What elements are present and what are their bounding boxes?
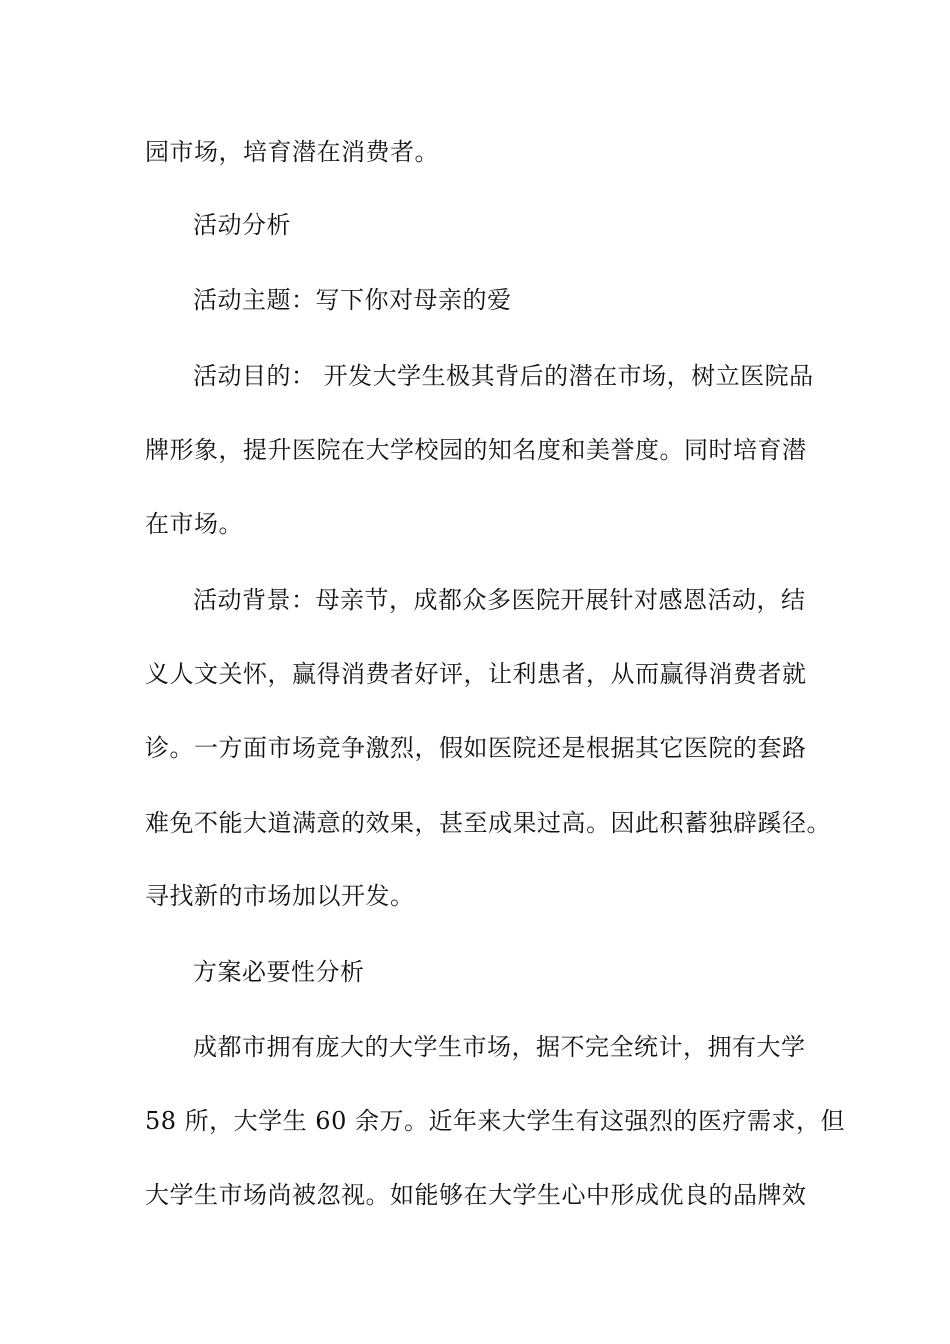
text-line-continuation: 园市场，培育潜在消费者。 <box>145 138 439 166</box>
paragraph-activity-goal-line-3: 在市场。 <box>145 510 243 538</box>
paragraph-activity-background-line-5: 寻找新的市场加以开发。 <box>145 882 415 910</box>
paragraph-activity-goal-line-1: 活动目的： 开发大学生极其背后的潜在市场，树立医院品 <box>193 362 814 390</box>
paragraph-activity-background-line-2: 义人文关怀，赢得消费者好评，让利患者，从而赢得消费者就 <box>145 660 807 688</box>
heading-plan-necessity-analysis: 方案必要性分析 <box>193 958 365 986</box>
paragraph-market-line-2: 58 所，大学生 60 余万。近年来大学生有这强烈的医疗需求，但 <box>145 1107 845 1135</box>
paragraph-activity-background-line-3: 诊。一方面市场竞争激烈，假如医院还是根据其它医院的套路 <box>145 734 807 762</box>
paragraph-activity-background-line-4: 难免不能大道满意的效果，甚至成果过高。因此积蓄独辟蹊径。 <box>145 809 831 837</box>
heading-activity-analysis: 活动分析 <box>193 211 291 239</box>
paragraph-market-line-1: 成都市拥有庞大的大学生市场，据不完全统计，拥有大学 <box>193 1033 806 1061</box>
paragraph-activity-theme: 活动主题：写下你对母亲的爱 <box>193 286 512 314</box>
paragraph-activity-goal-line-2: 牌形象，提升医院在大学校园的知名度和美誉度。同时培育潜 <box>145 436 807 464</box>
paragraph-market-line-3: 大学生市场尚被忽视。如能够在大学生心中形成优良的品牌效 <box>145 1181 807 1209</box>
paragraph-activity-background-line-1: 活动背景：母亲节，成都众多医院开展针对感恩活动，结 <box>193 586 806 614</box>
